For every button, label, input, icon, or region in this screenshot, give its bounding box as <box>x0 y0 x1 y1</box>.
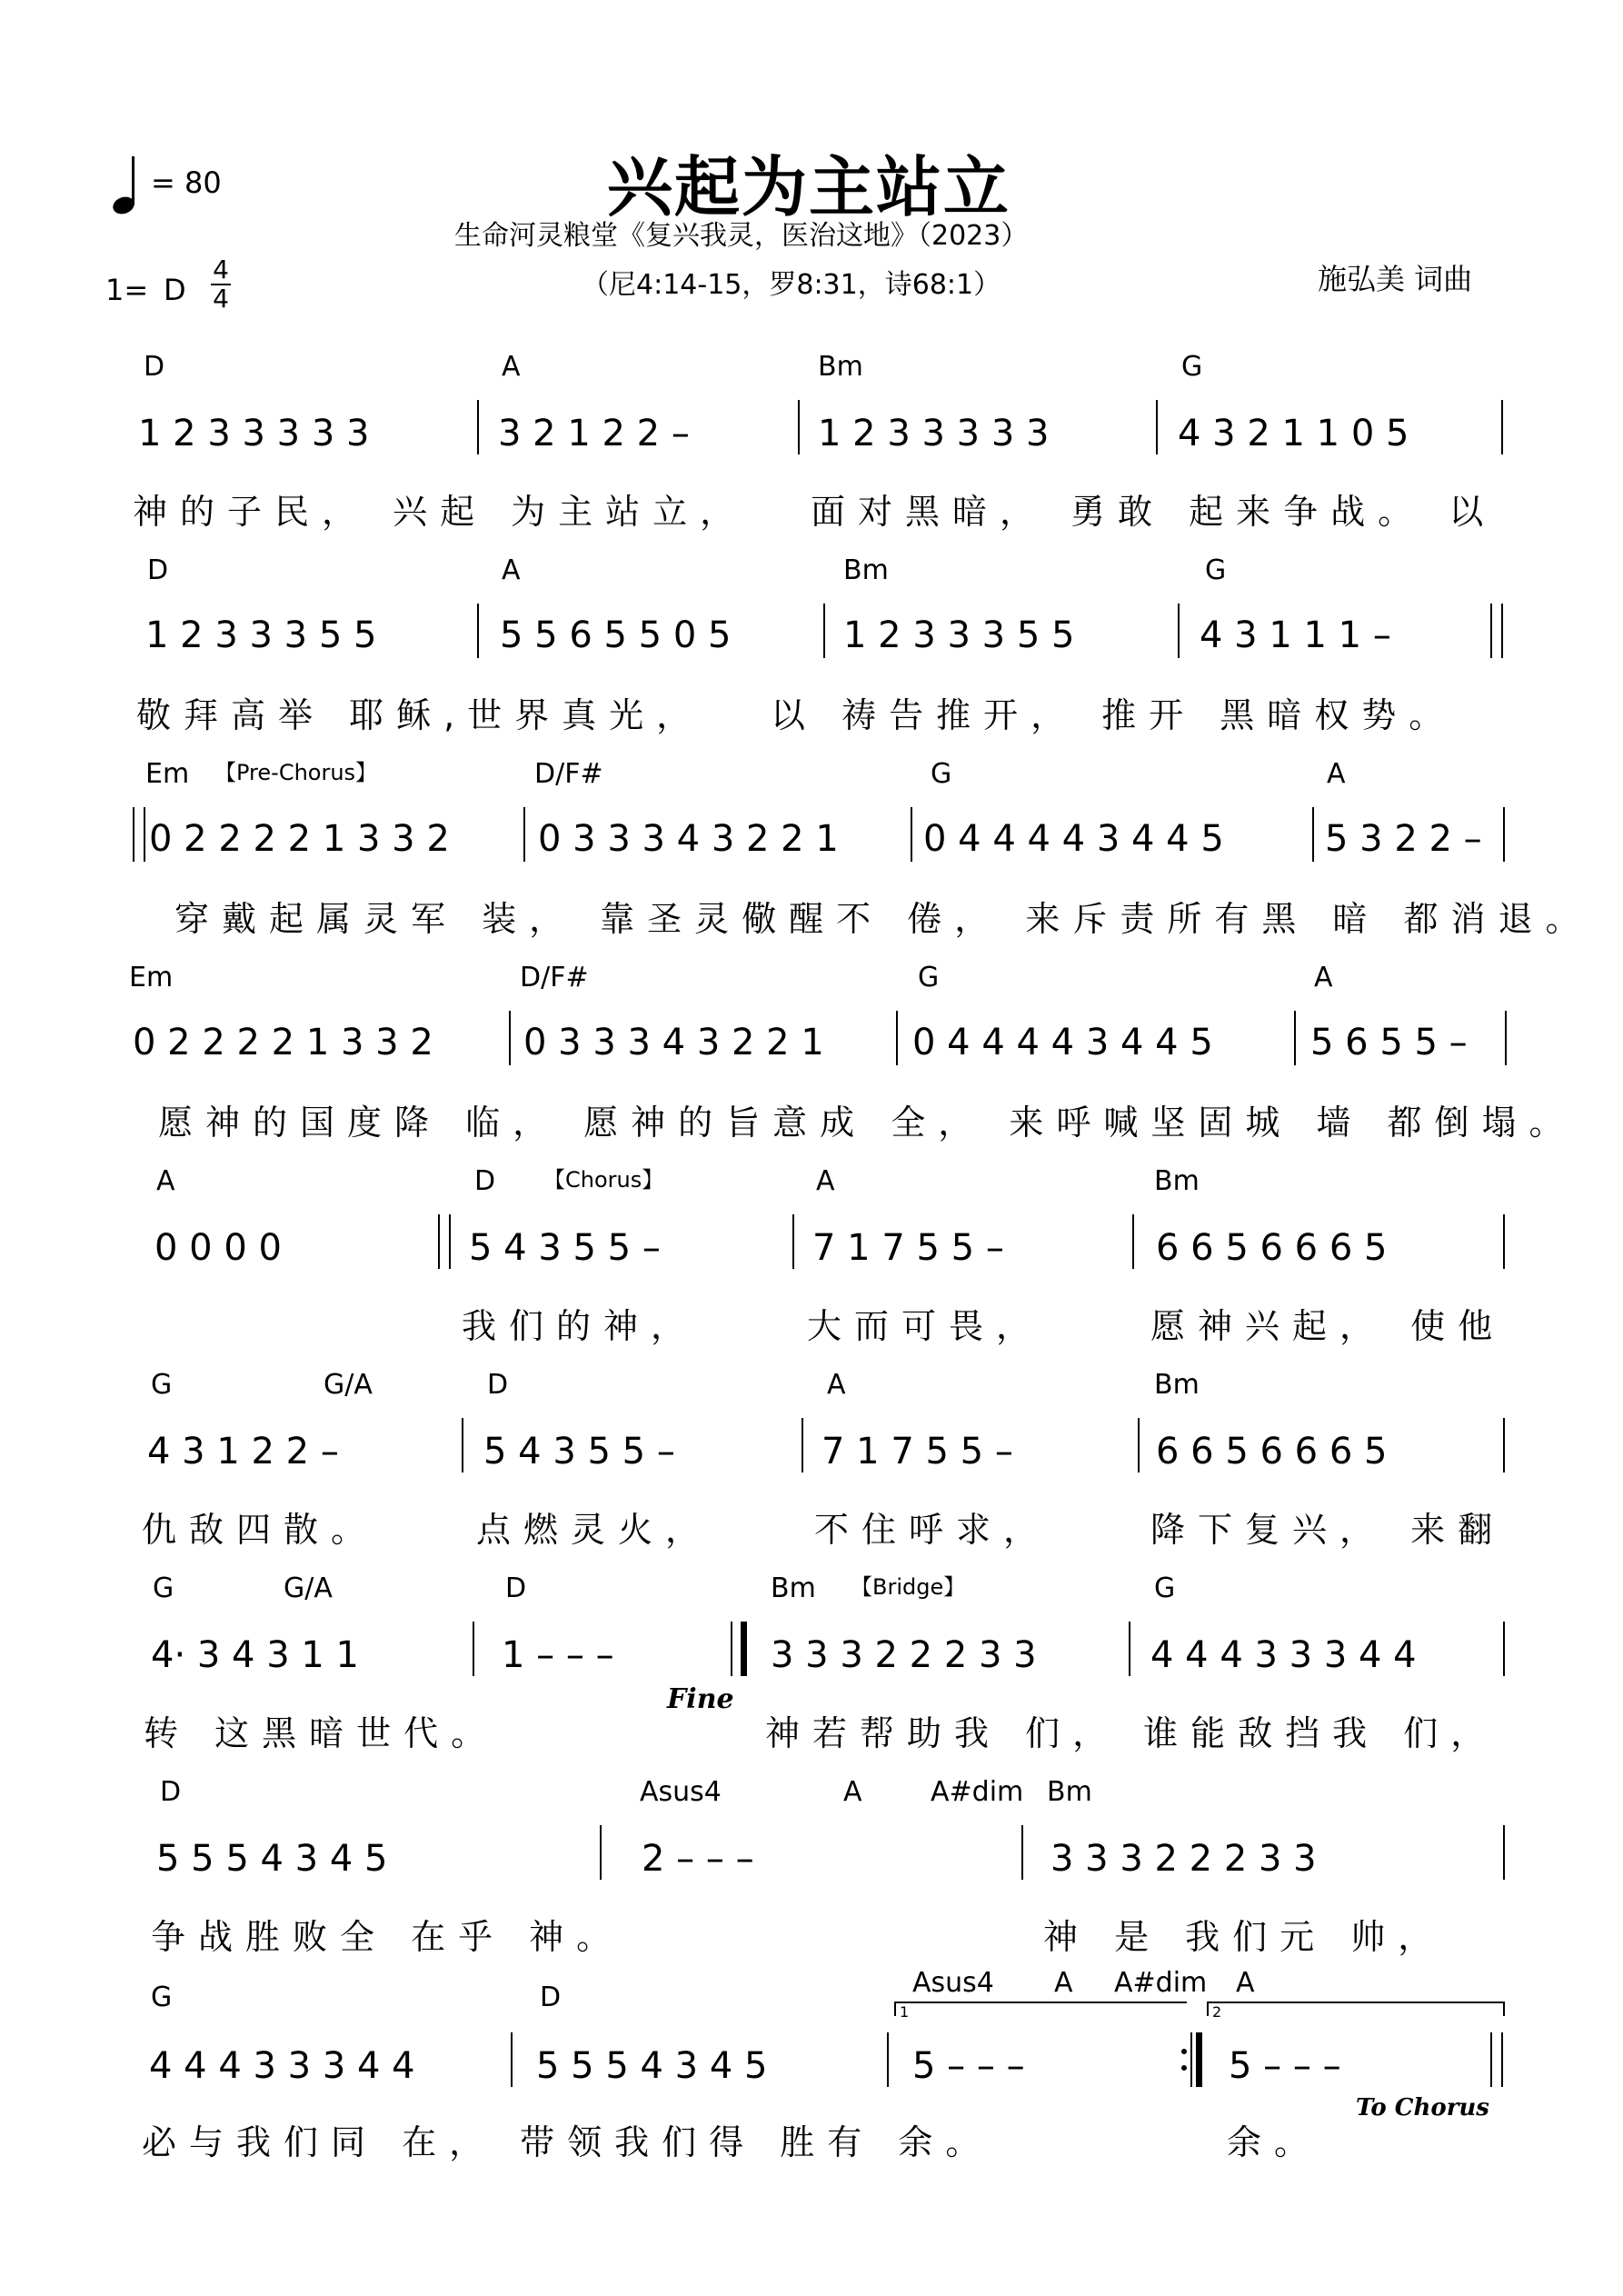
lyric-line: 点燃灵火， <box>476 1510 713 1550</box>
chord-label: D <box>160 1776 182 1808</box>
composer: 施弘美 词曲 <box>1318 262 1473 296</box>
subtitle: 生命河灵粮堂《复兴我灵，医治这地》（2023） <box>454 220 1029 252</box>
barline <box>1021 1825 1023 1880</box>
notes-measure: 5 4 3 5 5 – <box>483 1431 675 1472</box>
barline <box>1138 1418 1140 1472</box>
lyric-line: 以 祷告推开， 推开 黑暗权势。 <box>771 695 1457 735</box>
chord-label: A <box>816 1165 835 1197</box>
barline <box>511 2032 513 2087</box>
notes-measure: 4 3 1 1 1 – <box>1200 614 1391 656</box>
scripture-ref: （尼4:14-15，罗8:31，诗68:1） <box>582 269 1001 301</box>
chord-label: Asus4 <box>912 1967 994 1999</box>
chord-label: A <box>843 1776 862 1808</box>
chord-label: A <box>1236 1967 1255 1999</box>
barline <box>600 1825 602 1880</box>
lyric-line: 我们的神， <box>462 1306 699 1346</box>
chord-label: Bm <box>1154 1369 1200 1401</box>
double-barline <box>1490 2032 1503 2087</box>
chord-label: Bm <box>771 1572 816 1604</box>
lyric-line: 大而可畏， <box>807 1306 1044 1346</box>
double-barline <box>438 1214 451 1269</box>
notes-measure: 5 5 6 5 5 0 5 <box>500 614 732 656</box>
lyric-line: 神的子民， 兴起 为主站立， <box>133 492 748 532</box>
chord-label: A#dim <box>931 1776 1024 1808</box>
notes-measure: 0 2 2 2 2 1 3 3 2 <box>149 818 450 860</box>
notes-measure: 5 – – – <box>1229 2045 1341 2087</box>
chord-label: A <box>1314 962 1333 993</box>
chord-label: Bm <box>1154 1165 1200 1197</box>
chord-label: G/A <box>324 1369 373 1401</box>
lyric-line: 降下复兴， 来翻 <box>1150 1510 1506 1550</box>
lyric-line: 面对黑暗， 勇敢 起来争战。 以 <box>811 492 1497 532</box>
chord-label: A <box>1327 758 1346 790</box>
chord-label: D <box>487 1369 509 1401</box>
barline <box>896 1011 898 1065</box>
barline <box>1503 1214 1505 1269</box>
key-signature: D <box>164 273 186 307</box>
barline <box>798 400 800 454</box>
chord-label: D/F# <box>520 962 589 993</box>
section-label-chorus: 【Chorus】 <box>543 1167 664 1193</box>
notes-measure: 5 – – – <box>912 2045 1025 2087</box>
lyric-line: 争战胜败全 在乎 神。 <box>151 1917 624 1957</box>
lyric-line: 神若帮助我 们， 谁能敌挡我 们， <box>765 1713 1499 1753</box>
chord-label: G <box>1154 1572 1176 1604</box>
chord-label: D/F# <box>534 758 603 790</box>
section-label-bridge: 【Bridge】 <box>851 1574 966 1600</box>
chord-label: Bm <box>843 554 889 586</box>
chord-label: A <box>827 1369 846 1401</box>
barline <box>1178 604 1180 658</box>
notes-measure: 4· 3 4 3 1 1 <box>151 1634 359 1676</box>
barline <box>1312 807 1314 862</box>
chord-label: D <box>147 554 169 586</box>
barline <box>792 1214 794 1269</box>
lyric-line: 穿戴起属灵军 装， 靠圣灵儆醒不 倦， 来斥责所有黑 暗 都消退。 <box>174 899 1593 939</box>
barline <box>473 1622 474 1676</box>
barline <box>1132 1214 1134 1269</box>
chord-label: Asus4 <box>640 1776 722 1808</box>
chord-label: A#dim <box>1114 1967 1208 1999</box>
page-title: 兴起为主站立 <box>607 149 1011 225</box>
notes-measure: 6 6 5 6 6 6 5 <box>1156 1227 1388 1269</box>
repeat-end-barline <box>1181 2032 1205 2087</box>
notes-measure: 4 4 4 3 3 3 4 4 <box>1150 1634 1417 1676</box>
barline <box>1129 1622 1130 1676</box>
notes-measure: 0 0 0 0 <box>154 1227 282 1269</box>
barline <box>1501 400 1503 454</box>
key-prefix: 1= <box>105 273 149 307</box>
notes-measure: 4 3 2 1 1 0 5 <box>1178 413 1409 454</box>
notes-measure: 7 1 7 5 5 – <box>812 1227 1004 1269</box>
chord-label: Em <box>129 962 174 993</box>
chord-label: A <box>502 554 521 586</box>
chord-label: G <box>151 1369 173 1401</box>
barline <box>1505 1011 1507 1065</box>
section-label-pre-chorus: 【Pre-Chorus】 <box>214 760 378 785</box>
notes-measure: 5 4 3 5 5 – <box>469 1227 661 1269</box>
notes-measure: 3 2 1 2 2 – <box>498 413 690 454</box>
notes-measure: 1 2 3 3 3 3 3 <box>818 413 1050 454</box>
notes-measure: 0 2 2 2 2 1 3 3 2 <box>133 1022 433 1063</box>
chord-label: D <box>505 1572 527 1604</box>
volta-bracket-2: 2 <box>1207 2002 1505 2016</box>
lyric-line: 敬拜高举 耶稣,世界真光， <box>136 695 704 735</box>
lyric-line: 余。 <box>1227 2122 1322 2162</box>
lyric-line: 神 是 我们元 帅， <box>1043 1917 1446 1957</box>
chord-label: G <box>151 1982 173 2013</box>
tempo: = 80 <box>151 165 222 200</box>
notes-measure: 5 6 5 5 – <box>1310 1022 1468 1063</box>
barline <box>1503 1418 1505 1472</box>
barline <box>911 807 912 862</box>
to-chorus-marker: To Chorus <box>1356 2094 1489 2121</box>
time-signature: 4 4 <box>211 256 231 313</box>
notes-measure: 1 2 3 3 3 5 5 <box>145 614 377 656</box>
lyric-line: 仇敌四散。 <box>142 1510 379 1550</box>
chord-label: Em <box>145 758 190 790</box>
chord-label: G/A <box>284 1572 333 1604</box>
chord-label: A <box>502 351 521 383</box>
notes-measure: 0 4 4 4 4 3 4 4 5 <box>912 1022 1213 1063</box>
lyric-line: 愿神兴起， 使他 <box>1150 1306 1506 1346</box>
barline <box>523 807 525 862</box>
barline <box>1503 1825 1505 1880</box>
notes-measure: 5 5 5 4 3 4 5 <box>536 2045 768 2087</box>
notes-measure: 2 – – – <box>642 1838 754 1880</box>
barline <box>802 1418 803 1472</box>
barline <box>823 604 825 658</box>
chord-label: A <box>156 1165 175 1197</box>
notes-measure: 3 3 3 2 2 2 3 3 <box>771 1634 1037 1676</box>
notes-measure: 0 3 3 3 4 3 2 2 1 <box>523 1022 824 1063</box>
chord-label: G <box>931 758 952 790</box>
chord-label: G <box>153 1572 174 1604</box>
double-barline <box>133 807 145 862</box>
notes-measure: 5 5 5 4 3 4 5 <box>156 1838 388 1880</box>
notes-measure: 1 2 3 3 3 5 5 <box>843 614 1075 656</box>
lyric-line: 不住呼求， <box>814 1510 1051 1550</box>
notes-measure: 4 4 4 3 3 3 4 4 <box>149 2045 415 2087</box>
chord-label: D <box>144 351 165 383</box>
chord-label: Bm <box>818 351 863 383</box>
notes-measure: 6 6 5 6 6 6 5 <box>1156 1431 1388 1472</box>
notes-measure: 1 2 3 3 3 3 3 <box>138 413 370 454</box>
chord-label: G <box>1181 351 1203 383</box>
barline <box>509 1011 511 1065</box>
lyric-line: 必与我们同 在， 带领我们得 胜有 余。 <box>142 2122 993 2162</box>
fine-marker: Fine <box>667 1683 734 1715</box>
notes-measure: 1 – – – <box>502 1634 614 1676</box>
barline <box>1294 1011 1296 1065</box>
quarter-note-icon <box>111 153 147 220</box>
barline <box>1503 807 1505 862</box>
barline <box>887 2032 889 2087</box>
barline <box>477 400 479 454</box>
barline <box>462 1418 463 1472</box>
notes-measure: 0 3 3 3 4 3 2 2 1 <box>538 818 839 860</box>
notes-measure: 5 3 2 2 – <box>1325 818 1482 860</box>
chord-label: Bm <box>1047 1776 1092 1808</box>
double-barline <box>1490 604 1503 658</box>
notes-measure: 0 4 4 4 4 3 4 4 5 <box>923 818 1224 860</box>
barline <box>1503 1622 1505 1676</box>
notes-measure: 7 1 7 5 5 – <box>821 1431 1013 1472</box>
chord-label: D <box>540 1982 562 2013</box>
notes-measure: 4 3 1 2 2 – <box>147 1431 339 1472</box>
barline <box>477 604 479 658</box>
lyric-line: 愿神的国度降 临， 愿神的旨意成 全， 来呼喊坚固城 墙 都倒塌。 <box>158 1103 1577 1143</box>
notes-measure: 3 3 3 2 2 2 3 3 <box>1050 1838 1317 1880</box>
final-barline <box>731 1622 747 1676</box>
chord-label: D <box>474 1165 496 1197</box>
barline <box>1156 400 1158 454</box>
chord-label: G <box>1205 554 1227 586</box>
chord-label: A <box>1054 1967 1073 1999</box>
chord-label: G <box>918 962 940 993</box>
volta-bracket-1: 1 <box>894 2002 1187 2016</box>
lyric-line: 转 这黑暗世代。 <box>144 1713 499 1753</box>
